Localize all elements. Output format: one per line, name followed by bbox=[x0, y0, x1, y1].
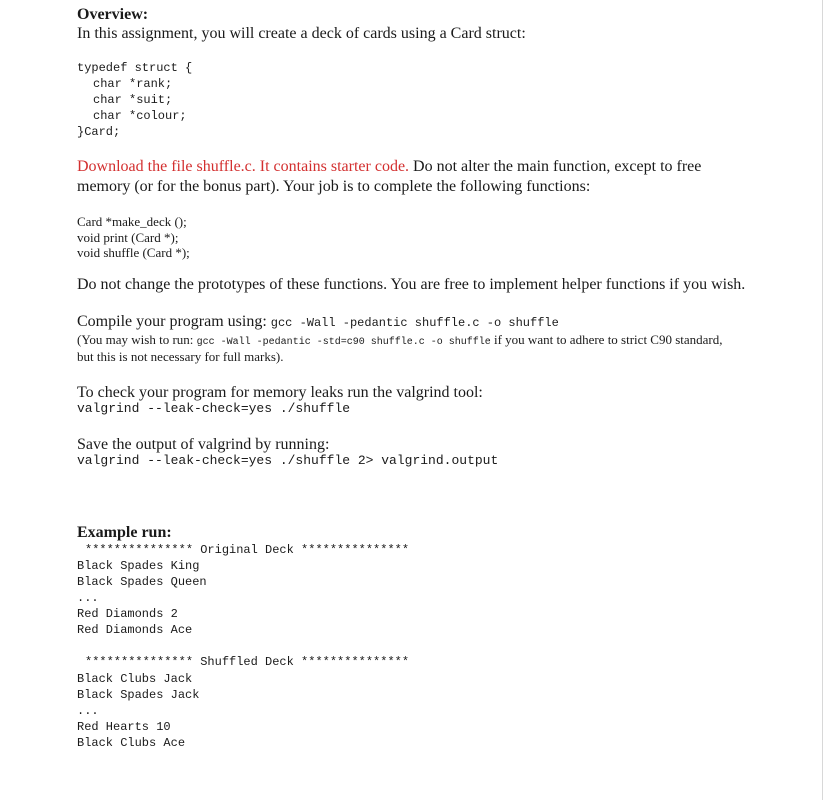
overview-intro: In this assignment, you will create a deck of cards using a Card struct: bbox=[77, 25, 526, 42]
code-line: char *rank; bbox=[93, 77, 173, 91]
compile-command: gcc -Wall -pedantic shuffle.c -o shuffle bbox=[270, 316, 559, 330]
output-line: Red Hearts 10 bbox=[77, 720, 171, 734]
output-line: ... bbox=[77, 591, 99, 605]
prototypes-note: Do not change the prototypes of these functions. You are free to implement helper functions if you wish. bbox=[77, 276, 746, 293]
output-line: ... bbox=[77, 704, 99, 718]
valgrind-save-command: valgrind --leak-check=yes ./shuffle 2> valgrind.output bbox=[77, 453, 499, 468]
shuffled-deck-header: *************** Shuffled Deck *************** bbox=[85, 655, 410, 669]
output-line: Black Spades King bbox=[77, 559, 200, 573]
compile-note-command: gcc -Wall -pedantic -std=c90 shuffle.c -o shuffle bbox=[196, 337, 491, 348]
download-paragraph-line2: memory (or for the bonus part). Your job is to complete the following functions: bbox=[77, 178, 591, 195]
code-line: typedef struct { bbox=[77, 61, 193, 75]
valgrind-check-text: To check your program for memory leaks run the valgrind tool: bbox=[77, 384, 483, 401]
overview-heading: Overview: bbox=[77, 6, 149, 23]
code-line: char *suit; bbox=[93, 93, 173, 107]
valgrind-check-command: valgrind --leak-check=yes ./shuffle bbox=[77, 401, 351, 416]
compile-note-prefix: (You may wish to run: bbox=[77, 332, 197, 347]
output-line: Black Spades Jack bbox=[77, 688, 200, 702]
code-line: }Card; bbox=[77, 125, 121, 139]
compile-instruction bbox=[77, 313, 559, 331]
code-line: char *colour; bbox=[93, 109, 187, 123]
compile-note-suffix: if you want to adhere to strict C90 standard, bbox=[490, 332, 723, 347]
prototype-line: void print (Card *); bbox=[77, 230, 179, 245]
output-line: Black Clubs Ace bbox=[77, 736, 186, 750]
output-line: Red Diamonds Ace bbox=[77, 623, 193, 637]
download-instruction: Do not alter the main function, except to free bbox=[409, 158, 702, 175]
prototype-line: Card *make_deck (); bbox=[77, 214, 187, 229]
download-paragraph-line1 bbox=[77, 158, 701, 176]
valgrind-save-text: Save the output of valgrind by running: bbox=[77, 436, 330, 453]
original-deck-header: *************** Original Deck *************** bbox=[85, 543, 410, 557]
download-link-text: Download the file shuffle.c. It contains starter code. bbox=[77, 158, 410, 175]
output-line: Black Spades Queen bbox=[77, 575, 207, 589]
output-line: Black Clubs Jack bbox=[77, 672, 193, 686]
compile-note-line1 bbox=[77, 332, 723, 348]
example-heading: Example run: bbox=[77, 524, 172, 541]
output-line: Red Diamonds 2 bbox=[77, 607, 178, 621]
prototype-line: void shuffle (Card *); bbox=[77, 245, 190, 260]
compile-prefix: Compile your program using: bbox=[77, 313, 271, 330]
compile-note-line2: but this is not necessary for full marks). bbox=[77, 349, 284, 364]
